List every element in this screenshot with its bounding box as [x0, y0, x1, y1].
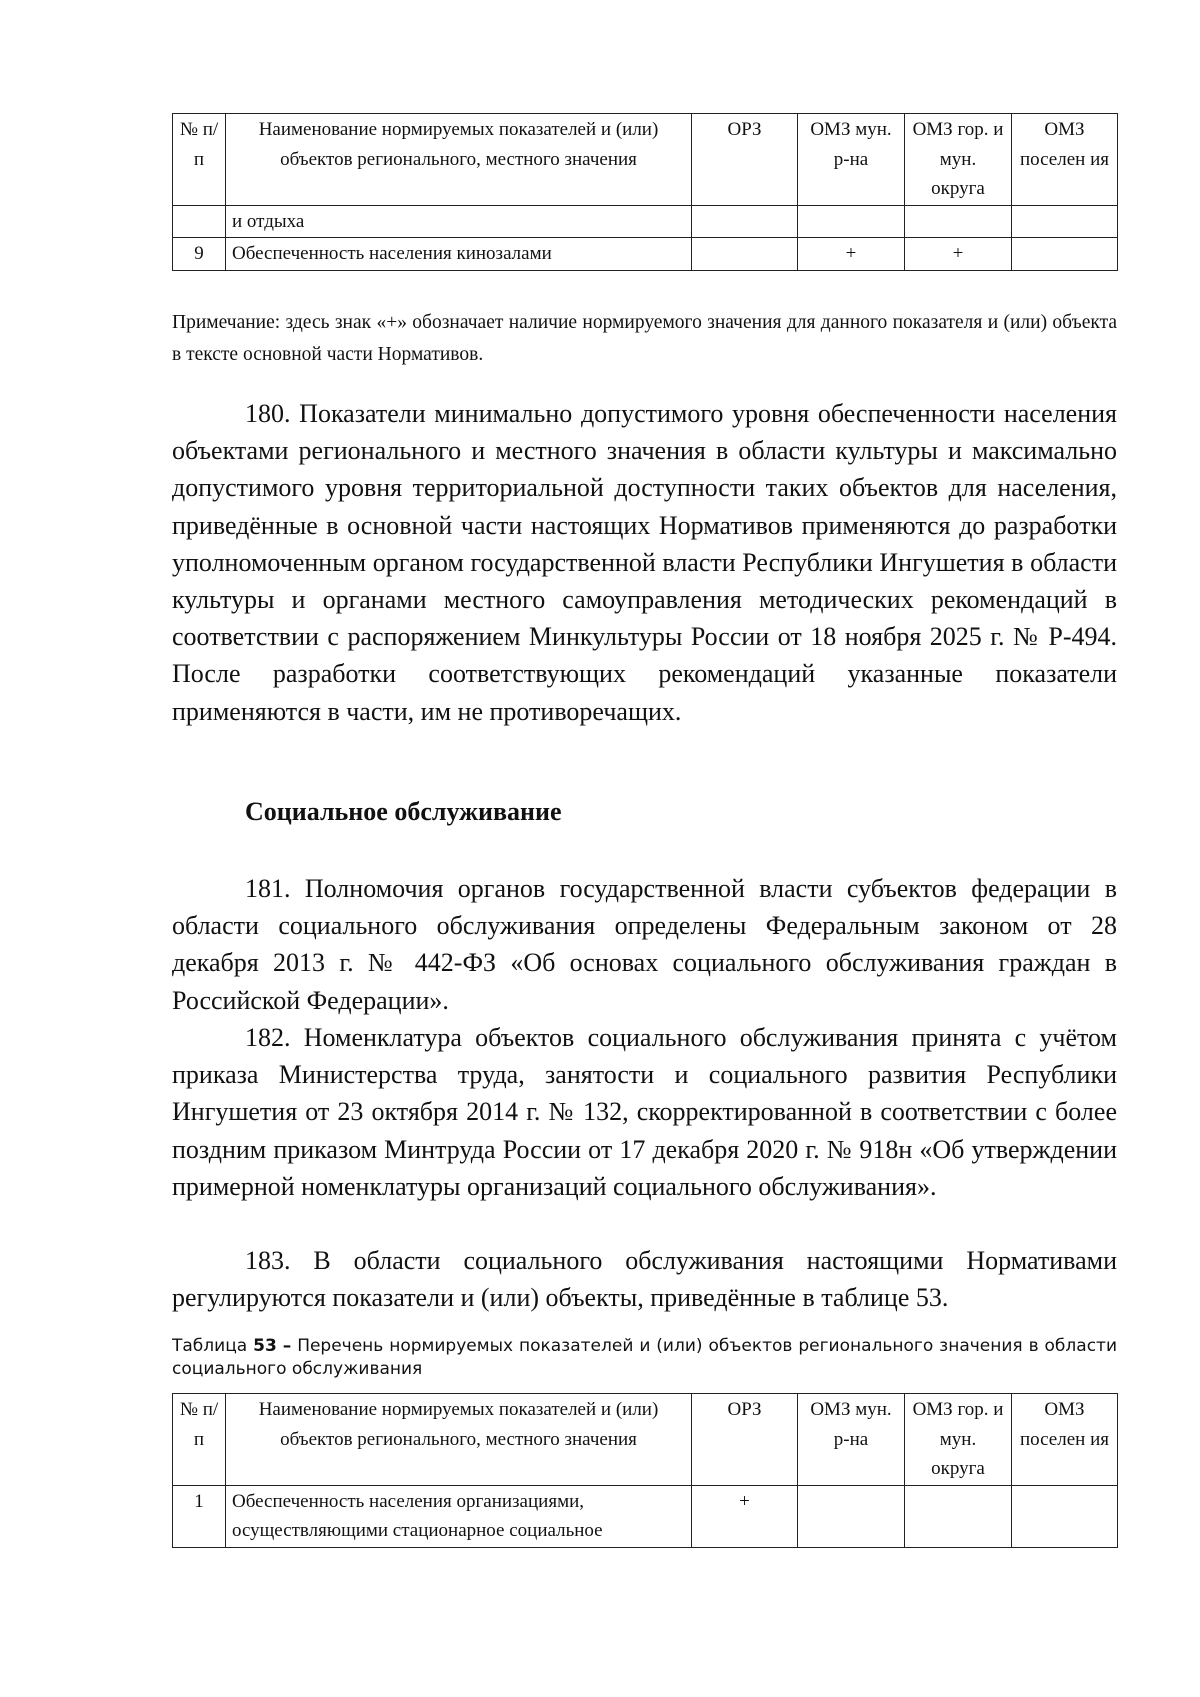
- header-omz-poselen: ОМЗ поселен ия: [1012, 1394, 1118, 1486]
- table-header-row: [173, 1394, 1118, 1486]
- paragraph-182: 182. Номенклатура объектов социального обслуживания принята с учётом приказа Министерства труда, занятости и социального развития Республики Ингушетия от 23 октября 2014 г. № 132, скорректированной в соответствии с более поздним приказом Минтруда России от 17 декабря 2020 г. № 918н «Об утверждении примерной номенклатуры организаций социального обслуживания».: [172, 1023, 1117, 1201]
- culture-table-continuation: [172, 113, 1118, 271]
- header-name: Наименование нормируемых показателей и (или) объектов регионального, местного значения: [226, 114, 692, 206]
- cell-orz: +: [692, 1485, 798, 1547]
- header-omz-mun-rn: ОМЗ мун. р-на: [798, 114, 905, 206]
- cell-omz-mun-rn: +: [798, 238, 905, 271]
- cell-orz: [692, 205, 798, 238]
- cell-orz: [692, 238, 798, 271]
- paragraph-181: 181. Полномочия органов государственной власти субъектов федерации в области социального обслуживания определены Федеральным законом от 28 декабря 2013 г. № 442-ФЗ «Об основах социального обслуживания граждан в Российской Федерации».: [172, 874, 1117, 1015]
- table-row: [173, 205, 1118, 238]
- cell-omz-gor-mun-okruga: +: [905, 238, 1012, 271]
- cell-omz-mun-rn: [798, 1485, 905, 1547]
- cell-num: 1: [173, 1485, 226, 1547]
- header-name: Наименование нормируемых показателей и (или) объектов регионального, местного значения: [226, 1394, 692, 1486]
- table-row: [173, 238, 1118, 271]
- caption-dash: –: [282, 1336, 292, 1356]
- header-orz: ОРЗ: [692, 114, 798, 206]
- header-omz-gor-mun-okruga: ОМЗ гор. и мун. округа: [905, 114, 1012, 206]
- caption-text: Перечень нормируемых показателей и (или) объектов регионального значения в области социального обслуживания: [172, 1336, 1117, 1379]
- table-53: [172, 1393, 1118, 1548]
- header-num: № п/п: [173, 114, 226, 206]
- caption-prefix: Таблица: [172, 1336, 248, 1356]
- caption-number: 53: [253, 1336, 277, 1356]
- section-heading: Социальное обслуживание: [245, 797, 562, 826]
- cell-omz-gor-mun-okruga: [905, 205, 1012, 238]
- cell-omz-mun-rn: [798, 205, 905, 238]
- table-row: [173, 1485, 1118, 1547]
- cell-name: Обеспеченность населения организациями, осуществляющими стационарное социальное: [226, 1485, 692, 1547]
- paragraph-180: 180. Показатели минимально допустимого уровня обеспеченности населения объектами регионального и местного значения в области культуры и максимально допустимого уровня территориальной доступности таких объектов для населения, приведённые в основной части настоящих Нормативов применяются до разработки уполномоченным органом государственной власти Республики Ингушетия в области культуры и органами местного самоуправления методических рекомендаций в соответствии с распоряжением Минкультуры России от 18 ноября 2025 г. № Р-494. После разработки соответствующих рекомендаций указанные показатели применяются в части, им не противоречащих.: [172, 399, 1117, 726]
- header-omz-mun-rn: ОМЗ мун. р-на: [798, 1394, 905, 1486]
- cell-omz-poselen: [1012, 1485, 1118, 1547]
- header-omz-gor-mun-okruga: ОМЗ гор. и мун. округа: [905, 1394, 1012, 1486]
- header-num: № п/п: [173, 1394, 226, 1486]
- table-header-row: [173, 114, 1118, 206]
- table-note: Примечание: здесь знак «+» обозначает наличие нормируемого значения для данного показателя и (или) объекта в тексте основной части Нормативов.: [172, 312, 1117, 365]
- table-caption: [172, 1335, 1117, 1381]
- cell-omz-poselen: [1012, 238, 1118, 271]
- header-orz: ОРЗ: [692, 1394, 798, 1486]
- cell-num: [173, 205, 226, 238]
- header-omz-poselen: ОМЗ поселен ия: [1012, 114, 1118, 206]
- cell-name: и отдыха: [226, 205, 692, 238]
- cell-omz-poselen: [1012, 205, 1118, 238]
- cell-omz-gor-mun-okruga: [905, 1485, 1012, 1547]
- cell-num: 9: [173, 238, 226, 271]
- paragraph-183: 183. В области социального обслуживания настоящими Нормативами регулируются показатели и (или) объекты, приведённые в таблице 53.: [172, 1246, 1117, 1313]
- cell-name: Обеспеченность населения кинозалами: [226, 238, 692, 271]
